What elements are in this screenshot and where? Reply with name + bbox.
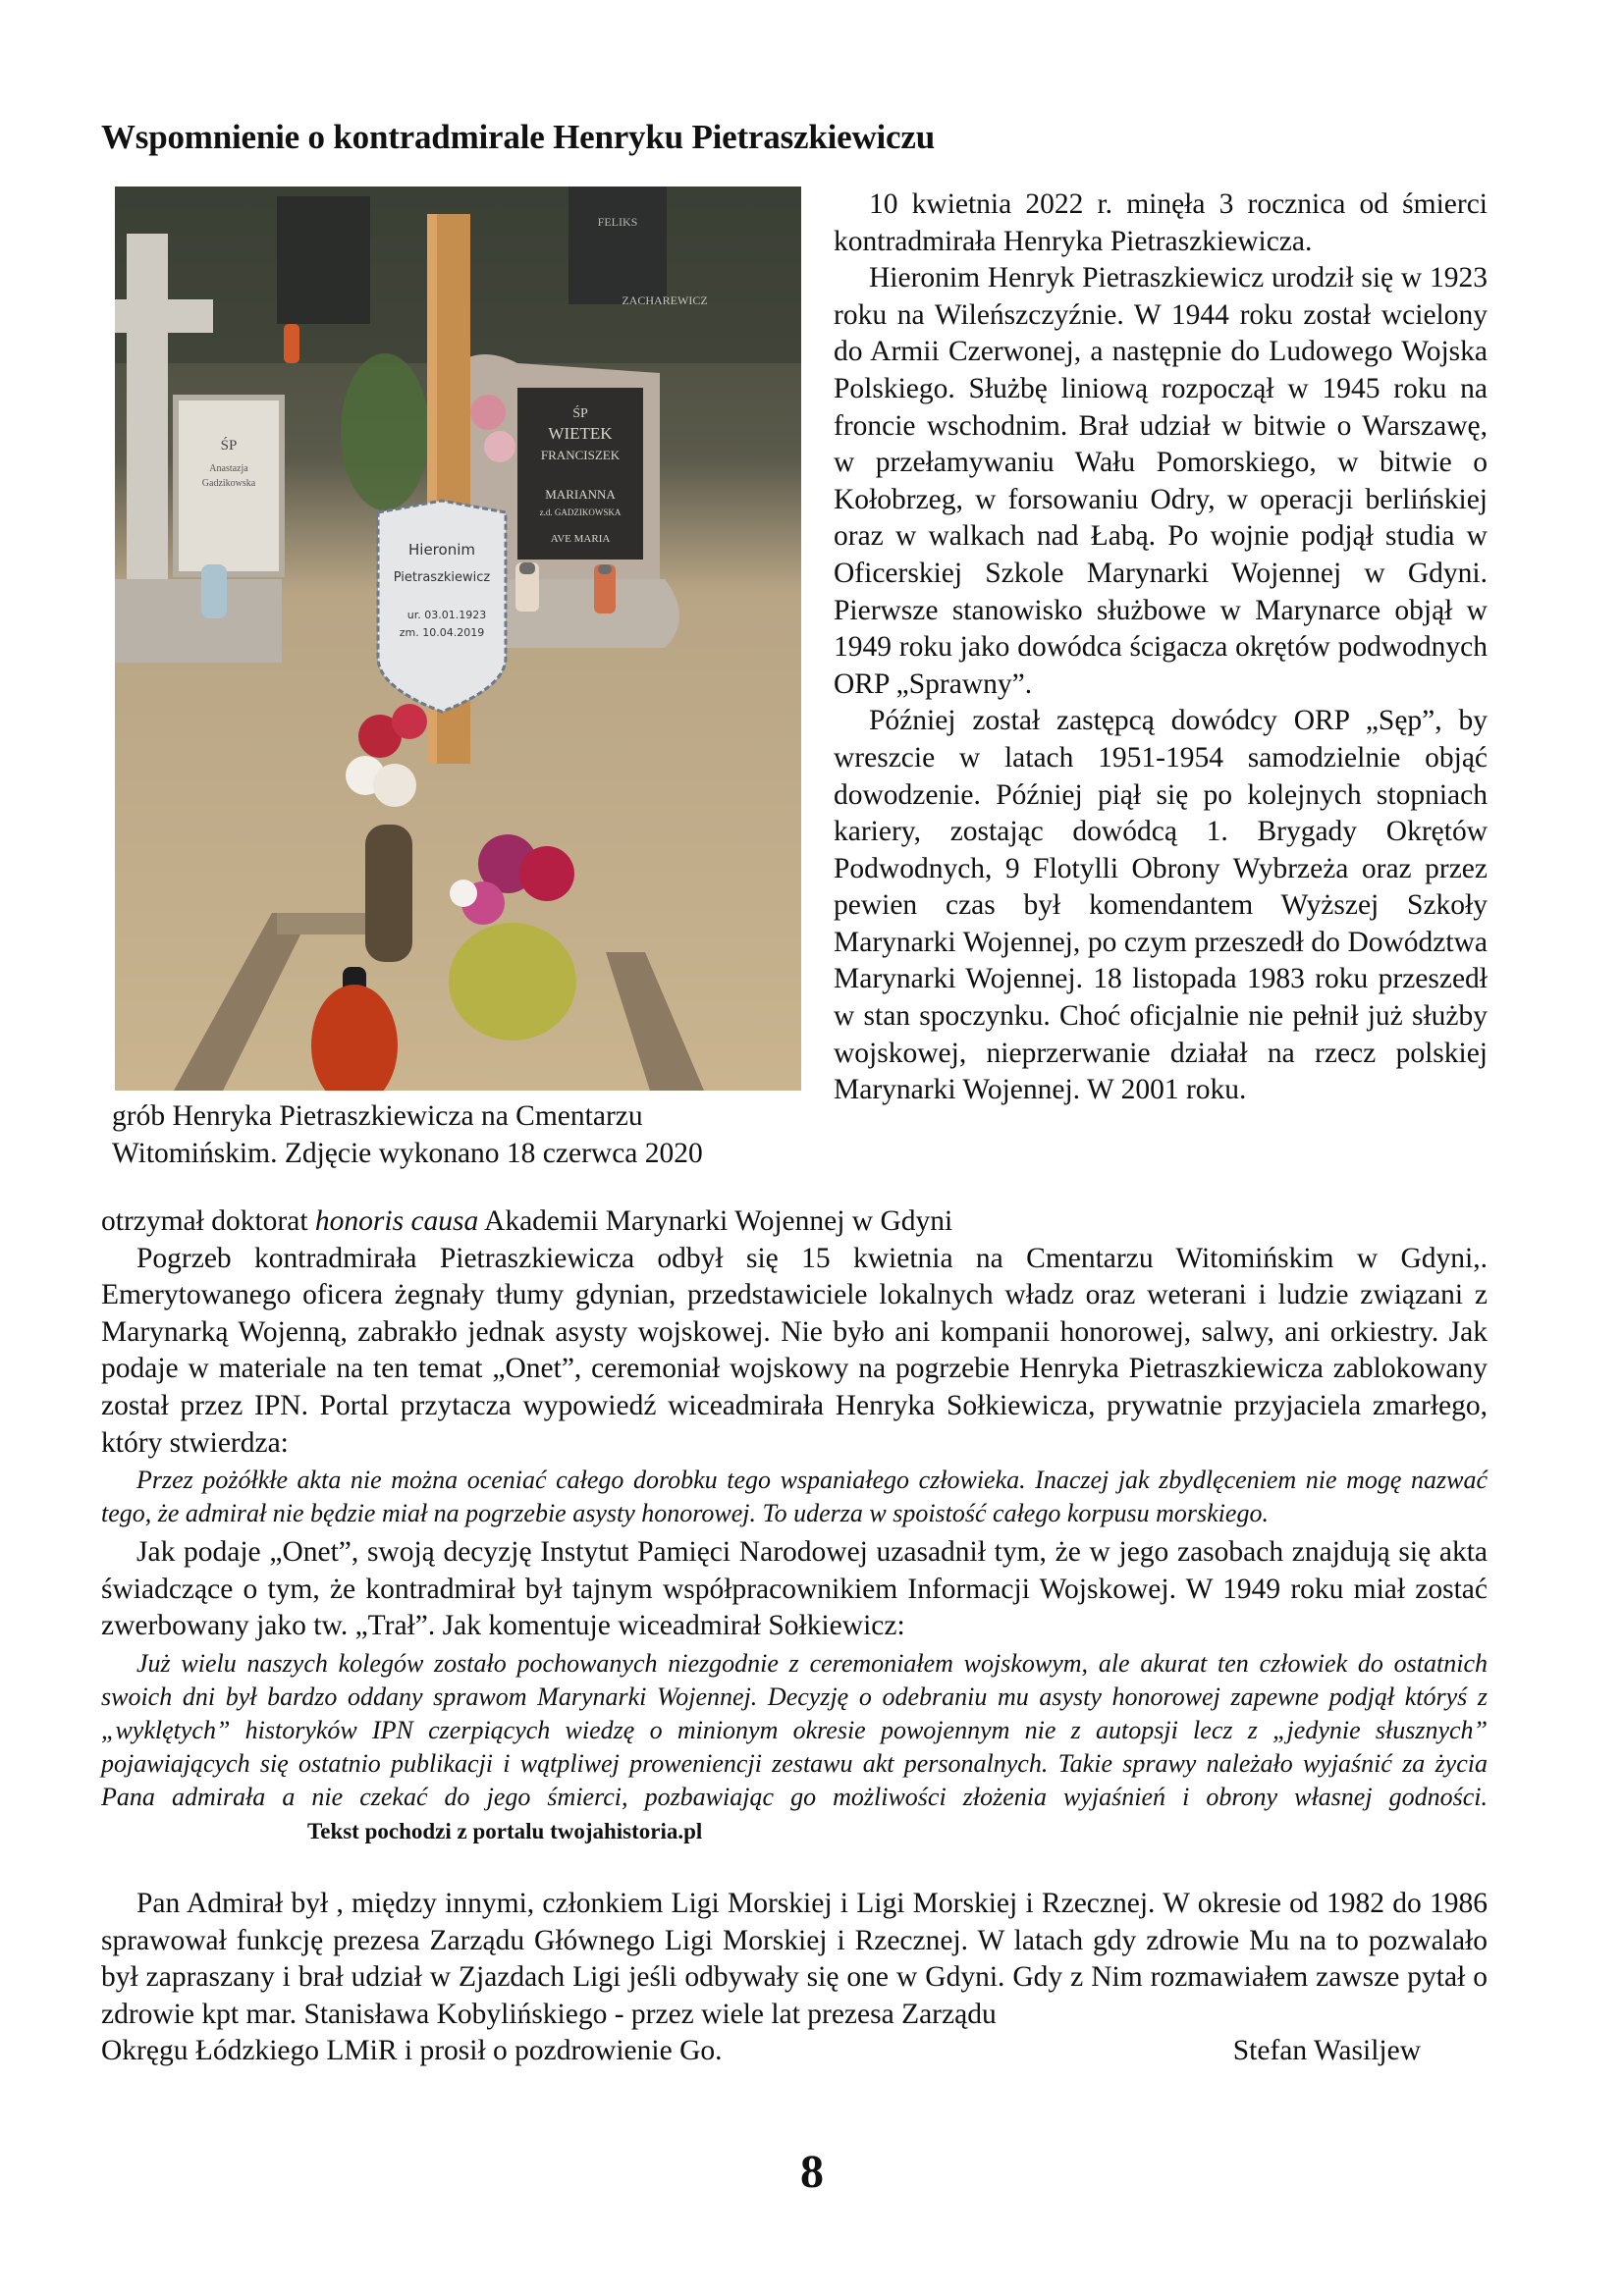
svg-text:MARIANNA: MARIANNA [545,487,616,502]
paragraph-league: Pan Admirał był , między innymi, członkiem Ligi Morskiej i Ligi Morskiej i Rzecznej. W okresie od 1982 do 1986 sprawował funkcję prezesa Zarządu Głównego Ligi Morskiej i Rzecznej. W latach gdy zdrowie Mu na to pozwalało był zapraszany i brał udział w Zjazdach Ligi jeśli odbywały się one w Gdyni. Gdy z Nim rozmawiałem zawsze pytał o zdrowie kpt mar. Stanisława Kobylińskiego - przez wiele lat prezesa Zarządu [101,1887,1488,2030]
sign-death-date: zm. 10.04.2019 [399,626,485,639]
doctorate-text: otrzymał doktorat [101,1205,315,1237]
quote-solkiewicz-2 [101,1647,1488,1848]
quote-solkiewicz-1: Przez pożółkłe akta nie można oceniać całego dorobku tego wspaniałego człowieka. Inaczej jak zbydlęceniem nie mogę nazwać tego, że admirał nie będzie miał na pogrzebie asysty honorowej. To uderza w spoistość całego korpusu morskiego. [101,1466,1488,1528]
source-note: Tekst pochodzi z portalu twojahistoria.pl [307,1818,703,1843]
quote-2-text: Już wielu naszych kolegów zostało pochowanych niezgodnie z ceremoniałem wojskowym, ale akurat ten człowiek do ostatnich swoich dni był bardzo oddany sprawom Marynarki Wojennej. Decyzję o odebraniu mu asysty honorowej zapewne podjął któryś z „wyklętych” historyków IPN czerpiących wiedzę o minionym okresie powojennym nie z autopsji lecz z „jedynie słusznych” pojawiających się ostatnio publikacji i wątpliwej proweniencji zestawu akt personalnych. Takie sprawy należało wyjaśnić za życia Pana admirała a nie czekać do jego śmierci, pozbawiając go możliwości złożenia wyjaśnień i obrony własnej godności. [101,1648,1488,1811]
svg-text:FELIKS: FELIKS [597,215,638,229]
glass-vase [449,923,576,1041]
sign-surname: Pietraszkiewicz [393,570,491,585]
photo-caption: grób Henryka Pietraszkiewicza na Cmentarzu Witomińskim. Zdjęcie wykonano 18 czerwca 2020 [112,1100,703,1169]
svg-text:z.d. GADZIKOWSKA: z.d. GADZIKOWSKA [539,507,622,517]
article-title: Wspomnienie o kontradmirale Henryku Pietraszkiewiczu [101,118,935,156]
name-sign [378,501,506,712]
doctorate-text-end: Akademii Marynarki Wojennej w Gdyni [478,1205,953,1237]
author-signature: Stefan Wasiljew [1232,2035,1421,2067]
paragraph-anniversary: 10 kwietnia 2022 r. minęła 3 rocznica od śmierci kontradmirała Henryka Pietraszkiewicza. [834,188,1488,257]
sign-first-name: Hieronim [408,541,475,559]
paragraph-funeral: Pogrzeb kontradmirała Pietraszkiewicza odbył się 15 kwietnia na Cmentarzu Witomińskim w Gdyni,. Emerytowanego oficera żegnały tłumy gdynian, przedstawiciele lokalnych władz oraz weterani i ludzie związani z Marynarką Wojenną, zabrakło jednak asysty wojskowej. Nie było ani kompanii honorowej, salwy, ani orkiestry. Jak podaje w materiale na ten temat „Onet”, ceremoniał wojskowy na pogrzebie Henryka Pietraszkiewicza zablokowany został przez IPN. Portal przytacza wypowiedź wiceadmirała Henryka Sołkiewicza, prywatnie przyjaciela zmarłego, który stwierdza: [101,1242,1488,1459]
page-number: 8 [800,2146,824,2198]
sign-birth-date: ur. 03.01.1923 [406,609,487,621]
background-gravestone [277,196,370,324]
paragraph-ipn: Jak podaje „Onet”, swoją decyzję Instytut Pamięci Narodowej uzasadnił tym, że w jego zasobach znajdują się akta świadczące o tym, że kontradmirał był tajnym współpracownikiem Informacji Wojskowej. W 1949 roku miał zostać zwerbowany jako tw. „Trał”. Jak komentuje wiceadmirał Sołkiewicz: [101,1536,1488,1642]
paragraph-career: Później został zastępcą dowódcy ORP „Sęp”, by wreszcie w latach 1951-1954 samodzielnie objąć dowodzenie. Później piął się po kolejnych stopniach kariery, zostając dowódcą 1. Brygady Okrętów Podwodnych, 9 Flotylli Obrony Wybrzeża oraz przez pewien czas był komendantem Wyższej Szkoły Marynarki Wojennej, po czym przeszedł do Dowództwa Marynarki Wojennej. 18 listopada 1983 roku przeszedł w stan spoczynku. Choć oficjalnie nie pełnił już służby wojskowej, nieprzerwanie działał na rzecz polskiej Marynarki Wojennej. W 2001 roku. [834,705,1488,1106]
candle [201,564,227,618]
svg-text:Gadzikowska: Gadzikowska [201,478,256,489]
closing-line [101,2033,1488,2070]
main-text [101,1203,1488,2070]
stone-cross-arm [115,299,213,333]
candle [284,324,299,363]
paragraph-doctorate [101,1203,1488,1241]
paragraph-biography: Hieronim Henryk Pietraszkiewicz urodził się w 1923 roku na Wileńszczyźnie. W 1944 roku został wcielony do Armii Czerwonej, a następnie do Ludowego Wojska Polskiego. Służbę liniową rozpoczął w 1945 roku na froncie wschodnim. Brał udział w bitwie o Warszawę, w przełamywaniu Wału Pomorskiego, w bitwie o Kołobrzeg, w forsowaniu Odry, w operacji berlińskiej oraz w walkach nad Łabą. Po wojnie podjął studia w Oficerskiej Szkole Marynarki Wojennej w Gdyni. Pierwsze stanowisko służbowe w Marynarce objął w 1949 roku jako dowódca ścigacza okrętów podwodnych ORP „Sprawny”. [834,262,1488,700]
grave-photo [115,187,801,1091]
plaque-ave-maria: AVE MARIA [550,533,611,545]
stone-cross [127,234,168,587]
svg-text:FRANCISZEK: FRANCISZEK [540,448,621,462]
svg-text:ŚP: ŚP [220,438,238,454]
granite-slab [115,579,282,663]
svg-text:WIETEK: WIETEK [548,424,613,443]
background-gravestone [568,187,667,304]
svg-text:ZACHAREWICZ: ZACHAREWICZ [622,294,708,307]
honoris-causa: honoris causa [314,1205,479,1237]
grave-photo-illustration [115,187,801,1091]
svg-text:ŚP: ŚP [572,406,588,421]
paragraph-league-end: Okręgu Łódzkiego LMiR i prosił o pozdrowienie Go. [101,2035,723,2067]
right-column-text [834,187,1488,1109]
svg-text:Anastazja: Anastazja [209,463,248,474]
